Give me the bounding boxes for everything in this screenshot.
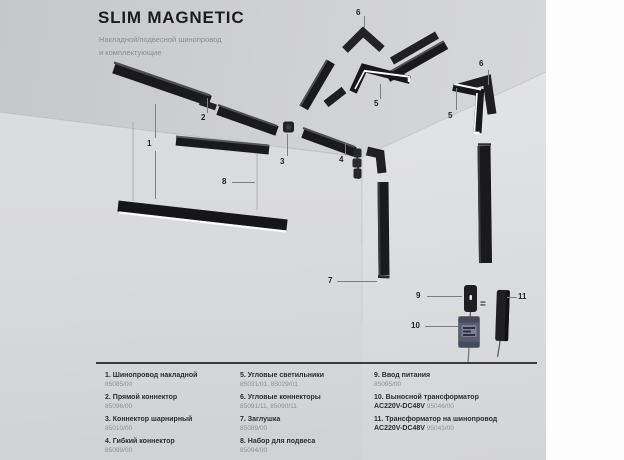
leader-8 (232, 182, 255, 183)
legend-item-code: 85010/00 (105, 424, 133, 432)
leader-7 (337, 281, 377, 282)
leader-5-ceiling (380, 84, 381, 99)
corner-connector-ceiling (345, 32, 382, 50)
legend-item-name: 4. Гибкий коннектор (105, 438, 175, 445)
legend-item-name: 1. Шинопровод накладной (105, 372, 198, 379)
end-cap (378, 277, 390, 278)
page-title: SLIM MAGNETIC (98, 8, 245, 27)
callout-5-wall: 5 (448, 111, 453, 120)
legend-item-6 (240, 393, 324, 411)
straight-connector (200, 102, 216, 108)
legend-item-code: 85099/00 (105, 446, 133, 454)
legend-item-8 (240, 437, 324, 455)
leader-1b (155, 151, 156, 199)
leader-6-ceiling (364, 16, 365, 28)
legend-item-code: 95046/00 (426, 402, 454, 410)
floating-track-piece (176, 137, 269, 151)
callout-4: 4 (339, 155, 344, 164)
leader-5-wall (456, 88, 457, 110)
callout-8: 8 (222, 177, 227, 186)
legend-item-11 (374, 415, 497, 433)
room-edges (0, 59, 546, 325)
leader-10 (425, 326, 458, 327)
legend-item-5 (240, 371, 324, 389)
legend-item-code2 (374, 425, 497, 433)
subtitle-line1: Накладной/подвесной шинопровод (99, 35, 222, 44)
callout-10: 10 (411, 321, 420, 330)
legend-item-code: 85085/00 (105, 380, 133, 388)
callout-1: 1 (147, 139, 152, 148)
callout-2: 2 (201, 113, 206, 122)
legend-item-name: 3. Коннектор шарнирный (105, 416, 193, 423)
callout-7: 7 (328, 276, 333, 285)
legend-item-code: 85094/00 (240, 446, 268, 454)
legend-item-voltage: AC220V-DC48V (374, 402, 425, 410)
legend-item-1 (105, 371, 198, 389)
legend-item-code: 95043/00 (426, 424, 454, 432)
legend-item-code: 85091/11, 85090/11 (240, 402, 297, 410)
page-subtitle (99, 34, 222, 59)
legend-item-2 (105, 393, 198, 411)
leader-1a (155, 104, 156, 138)
legend-item-code: 85095/00 (374, 380, 402, 388)
legend-item-name: 2. Прямой коннектор (105, 394, 178, 401)
legend-item-name: 6. Угловые коннекторы (240, 394, 321, 401)
legend-column-3 (374, 371, 497, 437)
leader-3 (287, 134, 288, 156)
callout-6-wall: 6 (479, 59, 484, 68)
legend-item-voltage: AC220V-DC48V (374, 424, 425, 432)
flexible-connector (353, 149, 362, 180)
legend-item-code: 85089/00 (240, 424, 268, 432)
legend-item-name: 8. Набор для подвеса (240, 438, 316, 445)
legend-divider (96, 362, 537, 364)
legend-item-name: 5. Угловые светильники (240, 372, 325, 379)
callout-11: 11 (518, 292, 527, 301)
callout-6-ceiling: 6 (356, 8, 361, 17)
equals-sign: = (480, 299, 486, 310)
track-transformer (495, 290, 510, 357)
legend-item-name: 10. Выносной трансформатор (374, 394, 479, 401)
callout-9: 9 (416, 291, 421, 300)
wall-corner-connector (367, 151, 382, 173)
subtitle-line2: и комплектующие (99, 47, 162, 57)
legend-item-name: 7. Заглушка (240, 416, 281, 423)
legend-item-3 (105, 415, 198, 433)
leader-11 (507, 297, 517, 298)
legend-item-name: 11. Трансформатор на шинопровод (374, 416, 498, 423)
callout-5-ceiling: 5 (374, 99, 379, 108)
track-to-corner (303, 128, 355, 152)
legend-item-name: 9. Ввод питания (374, 372, 431, 379)
callout-3: 3 (280, 157, 285, 166)
hinged-connector (283, 122, 294, 133)
legend-column-1 (105, 371, 198, 459)
legend-item-code: 85031/01, 85029/01 (240, 380, 298, 388)
leader-4 (345, 142, 346, 155)
leader-6-wall (488, 70, 489, 85)
power-input (464, 285, 477, 318)
leader-2 (207, 98, 208, 113)
wall-track-left (378, 182, 390, 277)
legend-item-code2 (374, 403, 497, 411)
legend-item-4 (105, 437, 198, 455)
surface-track-run (114, 63, 277, 132)
leader-9 (427, 296, 462, 297)
legend-column-2 (240, 371, 324, 459)
legend-item-9 (374, 371, 497, 389)
remote-transformer (459, 317, 480, 364)
legend-item-10 (374, 393, 497, 411)
legend-item-7 (240, 415, 324, 433)
wall-track-right (478, 145, 491, 264)
legend-item-code: 85096/00 (105, 402, 133, 410)
